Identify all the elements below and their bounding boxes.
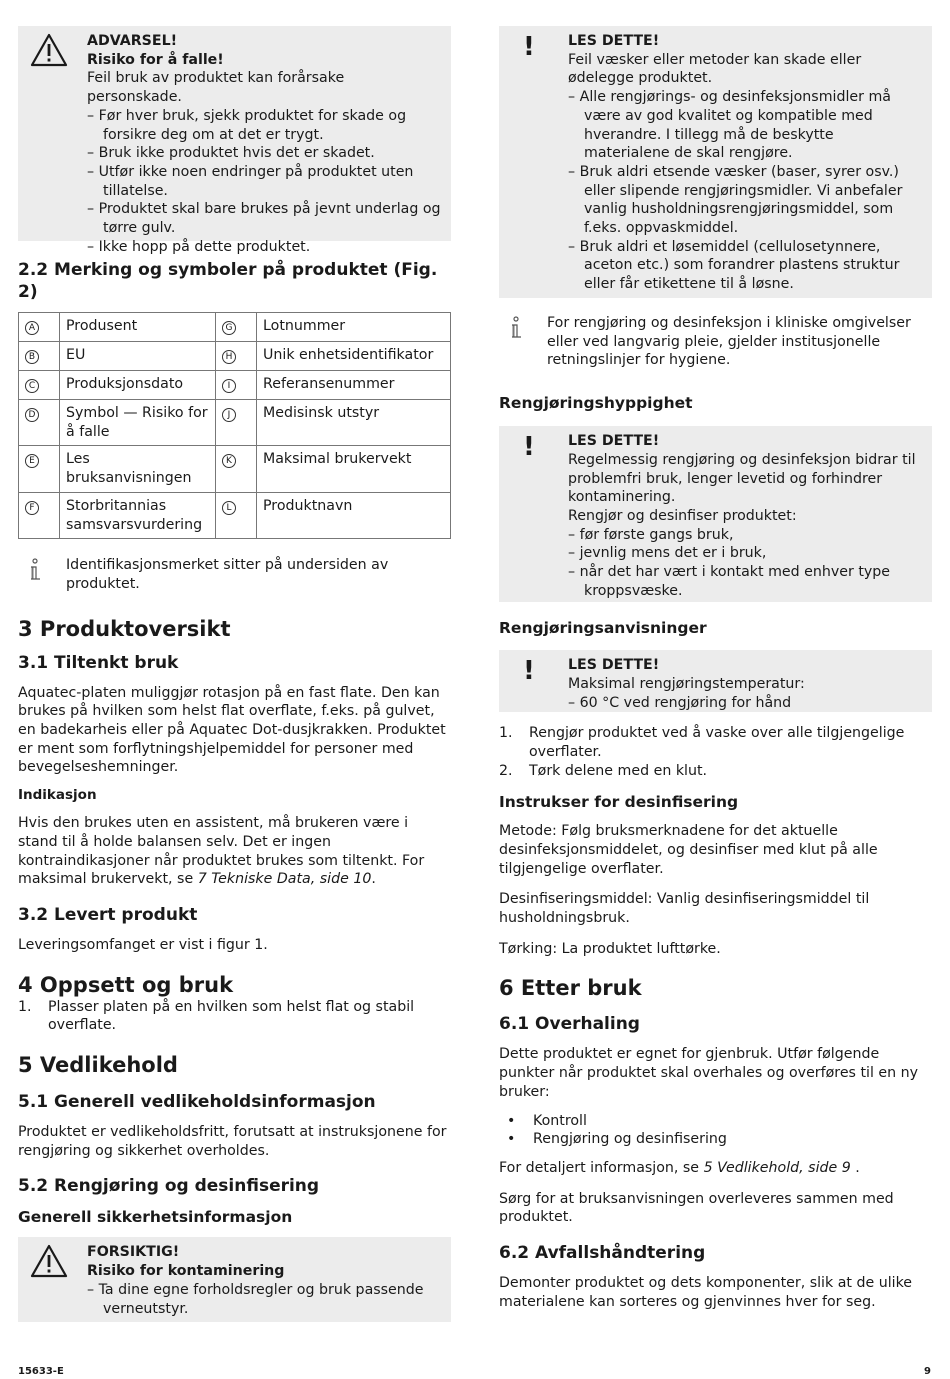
caution-item: – Ta dine egne forholdsregler og bruk passende verneutstyr.	[87, 1281, 441, 1318]
notice-item: – jevnlig mens det er i bruk,	[568, 544, 922, 563]
symbol-letter: G	[222, 321, 236, 335]
notice-title: LES DETTE!	[568, 433, 660, 450]
notice-text: Maksimal rengjøringstemperatur:	[568, 675, 805, 692]
bullet: •	[507, 1131, 516, 1148]
notice-item: – 60 °C ved rengjøring for hånd	[568, 694, 922, 713]
notice-item: – Bruk aldri etsende væsker (baser, syrer osv.) eller slipende rengjøringsmidler. Vi anbefaler vanlig husholdningsrengjøringsmiddel, som f.eks. oppvaskmiddel.	[568, 163, 922, 238]
list-item	[499, 1130, 932, 1149]
heading-3-1: 3.1 Tiltenkt bruk	[18, 652, 179, 673]
symbol-description: Les bruksanvisningen	[60, 446, 216, 492]
heading-5: 5 Vedlikehold	[18, 1053, 178, 1078]
heading-cleaning-frequency: Rengjøringshyppighet	[499, 394, 693, 413]
symbol-letter: H	[222, 350, 236, 364]
warning-item: – Før hver bruk, sjekk produktet for skade og forsikre deg om at det er trygt.	[87, 107, 441, 144]
symbol-description: Produsent	[60, 313, 216, 342]
symbol-description: EU	[60, 342, 216, 371]
exclamation-icon: !	[523, 32, 535, 62]
symbol-description: Maksimal brukervekt	[257, 446, 451, 492]
clinical-note-text: For rengjøring og desinfeksjon i kliniske omgivelser eller ved langvarig pleie, gjelder institusjonelle retningslinjer for hygiene.	[547, 315, 911, 369]
paragraph-detail	[499, 1159, 932, 1178]
caution-box	[18, 1237, 451, 1322]
table-row	[19, 492, 451, 538]
table-row	[19, 313, 451, 342]
symbol-letter: C	[25, 379, 39, 393]
notice-box-3	[499, 650, 932, 712]
heading-3: 3 Produktoversikt	[18, 616, 231, 641]
list-item	[499, 724, 932, 761]
list-text: Kontroll	[533, 1112, 587, 1129]
cross-reference-link[interactable]: 5 Vedlikehold, side 9	[703, 1159, 851, 1176]
list-text: Rengjør produktet ved å vaske over alle tilgjengelige overflater.	[529, 725, 905, 760]
warning-item: – Produktet skal bare brukes på jevnt underlag og tørre gulv.	[87, 200, 441, 237]
symbol-description: Produksjonsdato	[60, 371, 216, 400]
exclamation-icon: !	[523, 656, 535, 687]
heading-6: 6 Etter bruk	[499, 976, 642, 1001]
heading-5-1: 5.1 Generell vedlikeholdsinformasjon	[18, 1092, 376, 1113]
notice-item: – Alle rengjørings- og desinfeksjonsmidler må være av god kvalitet og kompatible med hverandre. I tillegg må de beskytte materialene de skal rengjøre.	[568, 88, 922, 163]
symbols-table	[18, 312, 451, 539]
heading-4: 4 Oppsett og bruk	[18, 972, 234, 997]
caution-title: FORSIKTIG!	[87, 1244, 180, 1261]
overhaul-list	[499, 1112, 932, 1149]
paragraph-delivered: Leveringsomfanget er vist i figur 1.	[18, 936, 268, 953]
indication-end: .	[371, 871, 376, 888]
paragraph-disposal: Demonter produktet og dets komponenter, slik at de ulike materialene kan sorteres og gjenvinnes hver for seg.	[499, 1275, 913, 1310]
list-number: 2.	[499, 762, 513, 779]
info-icon	[28, 558, 42, 588]
caution-subtitle: Risiko for kontaminering	[87, 1263, 285, 1280]
notice-text: Regelmessig rengjøring og desinfeksjon bidrar til problemfri bruk, lenger levetid og forhindrer kontaminering.	[568, 451, 916, 506]
warning-triangle-icon	[30, 1244, 68, 1284]
symbol-letter: J	[222, 408, 236, 422]
table-row	[19, 400, 451, 446]
notice-box-1	[499, 26, 932, 298]
heading-general-safety: Generell sikkerhetsinformasjon	[18, 1208, 293, 1227]
footer-doc-number: 15633-E	[18, 1366, 64, 1377]
paragraph-overhaul: Dette produktet er egnet for gjenbruk. Utfør følgende punkter når produktet skal overhales og overføres til en ny bruker:	[499, 1046, 919, 1100]
warning-item: – Utfør ikke noen endringer på produktet uten tillatelse.	[87, 163, 441, 200]
heading-6-2: 6.2 Avfallshåndtering	[499, 1243, 706, 1264]
paragraph-method: Metode: Følg bruksmerknadene for det aktuelle desinfeksjonsmiddelet, og desinfiser med klut på alle tilgjengelige overflater.	[499, 823, 878, 877]
symbol-description: Lotnummer	[257, 313, 451, 342]
right-column	[499, 26, 932, 1311]
notice-title: LES DETTE!	[568, 657, 660, 674]
footer-page-number: 9	[924, 1366, 931, 1377]
notice-box-2	[499, 426, 932, 602]
list-text: Tørk delene med en klut.	[529, 762, 708, 779]
symbol-description: Storbritannias samsvarsvurdering	[60, 492, 216, 538]
list-number: 1.	[18, 998, 32, 1015]
notice-text: Feil væsker eller metoder kan skade eller ødelegge produktet.	[568, 51, 862, 87]
symbol-letter: L	[222, 501, 236, 515]
paragraph-manual: Sørg for at bruksanvisningen overleveres sammen med produktet.	[499, 1190, 894, 1226]
warning-subtitle: Risiko for å falle!	[87, 51, 224, 68]
bullet: •	[507, 1112, 516, 1129]
warning-triangle-icon	[30, 33, 68, 73]
list-number: 1.	[499, 725, 513, 742]
table-row	[19, 446, 451, 492]
symbol-letter: F	[25, 501, 39, 515]
list-item	[18, 998, 451, 1035]
warning-box	[18, 26, 451, 255]
paragraph-maintenance: Produktet er vedlikeholdsfritt, forutsatt at instruksjonene for rengjøring og sikkerhet overholdes.	[18, 1124, 447, 1159]
list-text: Rengjøring og desinfisering	[533, 1131, 727, 1148]
notice-item: – Bruk aldri et løsemiddel (cellulosetynnere, aceton etc.) som forandrer plastens struktur eller får etikettene til å løsne.	[568, 238, 922, 294]
paragraph-indication	[18, 814, 451, 889]
info-icon	[509, 316, 523, 346]
symbol-description: Symbol — Risiko for å falle	[60, 400, 216, 446]
paragraph-intended-use: Aquatec-platen muliggjør rotasjon på en fast flate. Den kan brukes på hvilken som helst flat overflate, f.eks. på gulvet, en badekarheis eller på Aquatec Dot-dusjkrakken. Produktet er ment som forflytningshjelpemiddel for personer med bevegelseshemninger.	[18, 684, 446, 776]
symbol-description: Produktnavn	[257, 492, 451, 538]
warning-text: Feil bruk av produktet kan forårsake personskade.	[87, 70, 345, 106]
table-row	[19, 342, 451, 371]
indication-text: Hvis den brukes uten en assistent, må brukeren være i stand til å holde balansen selv. Det er ingen kontraindikasjoner når produktet brukes som tiltenkt. For maksimal brukervekt, se	[18, 815, 425, 888]
symbol-description: Medisinsk utstyr	[257, 400, 451, 446]
heading-6-1: 6.1 Overhaling	[499, 1014, 640, 1035]
heading-2-2: 2.2 Merking og symboler på produktet (Fig. 2)	[18, 260, 438, 302]
exclamation-icon: !	[523, 432, 535, 463]
left-column	[18, 26, 451, 1322]
list-item	[499, 762, 932, 781]
paragraph-agent: Desinfiseringsmiddel: Vanlig desinfiseringsmiddel til husholdningsbruk.	[499, 891, 870, 927]
setup-list	[18, 998, 451, 1035]
warning-title: ADVARSEL!	[87, 33, 178, 49]
heading-indication: Indikasjon	[18, 787, 97, 804]
symbol-description: Unik enhetsidentifikator	[257, 342, 451, 371]
symbol-letter: A	[25, 321, 39, 335]
heading-5-2: 5.2 Rengjøring og desinfisering	[18, 1176, 320, 1197]
id-note	[18, 556, 451, 593]
notice-text: Rengjør og desinfiser produktet:	[568, 507, 797, 524]
list-text: Plasser platen på en hvilken som helst flat og stabil overflate.	[48, 998, 415, 1034]
symbol-description: Referansenummer	[257, 371, 451, 400]
symbol-letter: D	[25, 408, 39, 422]
cleaning-steps	[499, 724, 932, 780]
notice-title: LES DETTE!	[568, 33, 660, 49]
list-item	[499, 1112, 932, 1131]
symbol-letter: I	[222, 379, 236, 393]
symbol-letter: B	[25, 350, 39, 364]
id-note-text: Identifikasjonsmerket sitter på undersiden av produktet.	[66, 557, 389, 592]
warning-item: – Ikke hopp på dette produktet.	[87, 238, 441, 257]
symbol-letter: K	[222, 454, 236, 468]
heading-cleaning-instructions: Rengjøringsanvisninger	[499, 619, 707, 638]
detail-end: .	[855, 1159, 860, 1176]
paragraph-drying: Tørking: La produktet lufttørke.	[499, 940, 721, 957]
warning-item: – Bruk ikke produktet hvis det er skadet.	[87, 144, 441, 163]
detail-text: For detaljert informasjon, se	[499, 1159, 700, 1176]
heading-disinfection: Instrukser for desinfisering	[499, 793, 739, 812]
symbol-letter: E	[25, 454, 39, 468]
clinical-note	[499, 314, 932, 370]
cross-reference-link[interactable]: 7 Tekniske Data, side 10	[197, 871, 372, 888]
table-row	[19, 371, 451, 400]
notice-item: – før første gangs bruk,	[568, 526, 922, 545]
heading-3-2: 3.2 Levert produkt	[18, 904, 198, 925]
notice-item: – når det har vært i kontakt med enhver type kroppsvæske.	[568, 563, 922, 600]
